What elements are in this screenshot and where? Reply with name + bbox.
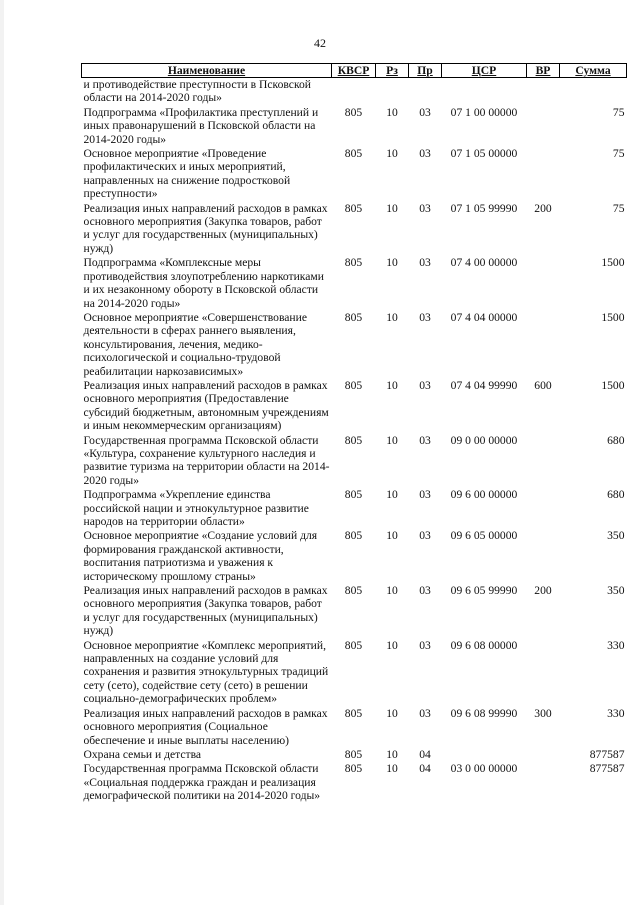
cell-pr: 03	[419, 584, 431, 598]
cell-name: Реализация иных направлений расходов в рамках основного мероприятия (Социальное обеспечение и иные выплаты населению)	[83, 706, 328, 747]
cell-rz: 10	[386, 378, 398, 392]
table-body	[82, 78, 627, 804]
table-header-row	[82, 64, 627, 78]
cell-csr: 03 0 00 00000	[450, 762, 518, 776]
cell-name: и противодействие преступности в Псковской области на 2014-2020 годы»	[83, 78, 311, 105]
cell-vr	[527, 106, 560, 147]
header-sum: Сумма	[560, 64, 627, 78]
cell-kvsr: 805	[344, 105, 363, 119]
header-kvsr: КВСР	[332, 64, 376, 78]
cell-rz	[376, 78, 409, 106]
table-row	[82, 78, 627, 106]
table-row	[82, 748, 627, 762]
cell-pr: 03	[419, 378, 431, 392]
cell-vr: 200	[534, 201, 552, 215]
cell-rz: 10	[386, 201, 398, 215]
cell-name: Подпрограмма «Комплексные меры противодействия злоупотреблению наркотиками и их незаконному обороту в Псковской области на 2014-2020 годы»	[83, 256, 324, 310]
cell-csr: 07 4 04 99990	[450, 378, 518, 392]
table-row	[82, 529, 627, 584]
cell-pr: 03	[419, 706, 431, 720]
cell-kvsr: 805	[344, 762, 363, 776]
table-row	[82, 256, 627, 311]
cell-csr: 09 6 00 00000	[450, 488, 518, 502]
cell-vr	[527, 488, 560, 529]
cell-pr: 03	[419, 433, 431, 447]
cell-kvsr: 805	[344, 201, 363, 215]
cell-rz: 10	[386, 310, 398, 324]
cell-csr: 07 1 05 00000	[450, 147, 518, 161]
cell-kvsr: 805	[344, 378, 363, 392]
cell-sum: 680	[607, 488, 625, 502]
cell-sum: 877587	[589, 762, 625, 776]
cell-kvsr: 805	[344, 256, 363, 270]
table-row	[82, 639, 627, 707]
cell-vr	[527, 762, 560, 803]
budget-table	[81, 63, 627, 804]
cell-kvsr: 805	[344, 747, 363, 761]
cell-rz: 10	[386, 762, 398, 776]
table-row	[82, 762, 627, 803]
cell-sum: 330	[607, 706, 625, 720]
header-csr: ЦСР	[442, 64, 527, 78]
cell-name: Охрана семьи и детства	[83, 747, 202, 761]
cell-kvsr: 805	[344, 584, 363, 598]
cell-csr: 07 4 04 00000	[450, 310, 518, 324]
cell-kvsr: 805	[344, 488, 363, 502]
cell-pr: 03	[419, 105, 431, 119]
cell-sum: 330	[607, 638, 625, 652]
cell-sum: 877587	[589, 747, 625, 761]
cell-csr: 07 1 05 99990	[450, 201, 518, 215]
cell-name: Государственная программа Псковской области «Культура, сохранение культурного наследия и развитие туризма на территории области на 2014-2020 годы»	[83, 433, 330, 487]
cell-pr: 04	[419, 747, 431, 761]
cell-vr	[527, 311, 560, 379]
table-row	[82, 106, 627, 147]
cell-kvsr: 805	[344, 706, 363, 720]
table-row	[82, 707, 627, 748]
cell-sum: 350	[607, 529, 625, 543]
cell-name: Реализация иных направлений расходов в рамках основного мероприятия (Закупка товаров, работ и услуг для государственных (муниципальных) нужд)	[83, 201, 328, 255]
cell-pr: 04	[419, 762, 431, 776]
cell-name: Подпрограмма «Укрепление единства российской нации и этнокультурное развитие народов на территории области»	[83, 488, 309, 528]
cell-csr: 09 0 00 00000	[450, 433, 518, 447]
cell-rz: 10	[386, 433, 398, 447]
header-vr: ВР	[527, 64, 560, 78]
cell-csr	[442, 748, 527, 762]
cell-vr	[527, 748, 560, 762]
cell-csr	[442, 78, 527, 106]
cell-vr: 600	[534, 378, 552, 392]
cell-kvsr: 805	[344, 147, 363, 161]
cell-rz: 10	[386, 638, 398, 652]
cell-kvsr: 805	[344, 638, 363, 652]
cell-sum: 1500	[601, 256, 625, 270]
table-row	[82, 379, 627, 434]
cell-csr: 09 6 05 00000	[450, 529, 518, 543]
cell-sum: 680	[607, 433, 625, 447]
header-name: Наименование	[82, 64, 332, 78]
cell-name: Основное мероприятие «Совершенствование деятельности в сферах раннего выявления, консультирования, лечения, медико-психологической и социально-трудовой реабилитации наркозависимых»	[83, 310, 307, 378]
scan-edge	[0, 0, 4, 905]
page-number: 42	[314, 36, 326, 50]
header-pr: Пр	[409, 64, 442, 78]
cell-vr	[527, 639, 560, 707]
cell-rz: 10	[386, 529, 398, 543]
cell-vr	[527, 147, 560, 202]
cell-vr	[527, 434, 560, 489]
table-row	[82, 434, 627, 489]
cell-pr: 03	[419, 529, 431, 543]
cell-vr	[527, 256, 560, 311]
table-row	[82, 584, 627, 639]
cell-rz: 10	[386, 584, 398, 598]
cell-vr	[527, 78, 560, 106]
cell-csr: 09 6 08 99990	[450, 706, 518, 720]
cell-pr: 03	[419, 488, 431, 502]
cell-sum: 75	[612, 105, 625, 119]
cell-pr: 03	[419, 147, 431, 161]
cell-sum: 350	[607, 584, 625, 598]
header-rz: Рз	[376, 64, 409, 78]
cell-sum: 75	[612, 147, 625, 161]
cell-sum	[560, 78, 627, 106]
cell-rz: 10	[386, 105, 398, 119]
cell-vr: 200	[534, 584, 552, 598]
cell-vr	[527, 529, 560, 584]
cell-name: Основное мероприятие «Создание условий для формирования гражданской активности, воспитания патриотизма и уважения к историческому прошлому страны»	[83, 529, 318, 583]
cell-name: Реализация иных направлений расходов в рамках основного мероприятия (Предоставление субсидий бюджетным, автономным учреждениям и иным некоммерческим организациям)	[83, 378, 329, 433]
cell-pr: 03	[419, 310, 431, 324]
cell-vr: 300	[534, 706, 552, 720]
cell-name: Государственная программа Псковской области «Социальная поддержка граждан и реализация демографической политики на 2014-2020 годы»	[83, 762, 321, 803]
cell-pr: 03	[419, 201, 431, 215]
cell-rz: 10	[386, 147, 398, 161]
cell-name: Основное мероприятие «Комплекс мероприятий, направленных на создание условий для сохранения и развития этнокультурных традиций сету (сето), содействие сету (сето) в решении социально-демографических проблем»	[83, 638, 329, 706]
cell-csr: 07 1 00 00000	[450, 105, 518, 119]
cell-rz: 10	[386, 706, 398, 720]
cell-pr: 03	[419, 638, 431, 652]
cell-pr: 03	[419, 256, 431, 270]
cell-kvsr: 805	[344, 433, 363, 447]
table-row	[82, 147, 627, 202]
cell-kvsr: 805	[344, 529, 363, 543]
table-row	[82, 311, 627, 379]
cell-csr: 09 6 08 00000	[450, 638, 518, 652]
cell-rz: 10	[386, 256, 398, 270]
table-row	[82, 488, 627, 529]
cell-name: Реализация иных направлений расходов в рамках основного мероприятия (Закупка товаров, работ и услуг для государственных (муниципальных) нужд)	[83, 584, 328, 638]
cell-sum: 75	[612, 201, 625, 215]
cell-csr: 07 4 00 00000	[450, 256, 518, 270]
cell-csr: 09 6 05 99990	[450, 584, 518, 598]
cell-sum: 1500	[601, 310, 625, 324]
cell-name: Подпрограмма «Профилактика преступлений и иных правонарушений в Псковской области на 2014-2020 годы»	[83, 105, 319, 146]
cell-rz: 10	[386, 747, 398, 761]
cell-name: Основное мероприятие «Проведение профилактических и иных мероприятий, направленных на снижение подростковой преступности»	[83, 147, 291, 201]
table-row	[82, 202, 627, 257]
cell-pr	[409, 78, 442, 106]
cell-kvsr: 805	[344, 310, 363, 324]
cell-rz: 10	[386, 488, 398, 502]
cell-kvsr	[332, 78, 376, 106]
cell-sum: 1500	[601, 378, 625, 392]
